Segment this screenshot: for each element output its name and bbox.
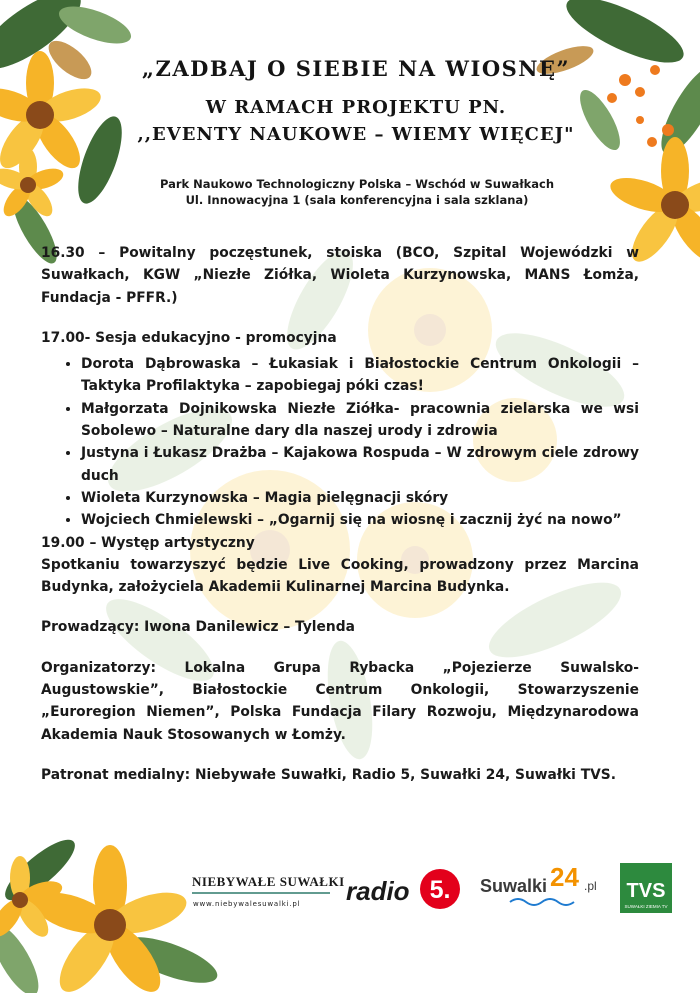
- organizers-line: Organizatorzy: Lokalna Grupa Rybacka „Pojezierze Suwalsko-Augustowskie”, Białostockie Centrum Onkologii, Stowarzyszenie „Euroregion Niemen”, Polska Fundacja Filary Rozwoju, Międzynarodowa Akademia Nauk Stosowanych w Łomży.: [41, 659, 639, 743]
- svg-text:TVS: TVS: [626, 880, 666, 902]
- title-line-3: ,,EVENTY NAUKOWE – WIEMY WIĘCEJ": [137, 124, 575, 145]
- suwalki-24-logo: [480, 862, 597, 905]
- sponsor-logos: [0, 858, 700, 928]
- host-line: Prowadzący: Iwona Danilewicz – Tylenda: [41, 619, 355, 636]
- event-title: [60, 56, 652, 145]
- artistic-item: 19.00 – Występ artystyczny: [41, 534, 255, 551]
- tvs-logo: [620, 863, 672, 913]
- title-line-1: „ZADBAJ O SIEBIE NA WIOSNĘ”: [141, 56, 571, 81]
- radio-5-logo: [346, 869, 460, 909]
- welcome-item: 16.30 – Powitalny poczęstunek, stoiska (BCO, Szpital Wojewódzki w Suwałkach, KGW „Niezłe Ziółka, Wioleta Kurzynowska, MANS Łomża, Fundacja - PFFR.): [41, 245, 639, 306]
- session-list: [41, 353, 639, 531]
- venue-info: [100, 176, 614, 208]
- svg-text:NIEBYWAŁE SUWAŁKI: NIEBYWAŁE SUWAŁKI: [192, 874, 345, 889]
- program: [41, 242, 639, 786]
- venue-address: Ul. Innowacyjna 1 (sala konferencyjna i sala szklana): [185, 193, 529, 207]
- session-heading: 17.00- Sesja edukacyjno - promocyjna: [41, 329, 337, 346]
- svg-text:SUWAŁKI ZIEMIA TV: SUWAŁKI ZIEMIA TV: [624, 904, 668, 909]
- session-item: • Justyna i Łukasz Drażba – Kajakowa Rospuda – W zdrowym ciele zdrowy duch: [81, 442, 639, 487]
- svg-text:Suwalki: Suwalki: [480, 876, 548, 896]
- title-line-2: W RAMACH PROJEKTU PN.: [205, 97, 507, 118]
- niebywale-suwalki-logo: [192, 874, 345, 908]
- media-patrons-line: Patronat medialny: Niebywałe Suwałki, Radio 5, Suwałki 24, Suwałki TVS.: [41, 766, 616, 783]
- venue-name: Park Naukowo Technologiczny Polska – Wschód w Suwałkach: [159, 177, 555, 191]
- svg-text:5.: 5.: [429, 876, 451, 904]
- svg-text:radio: radio: [346, 876, 410, 906]
- session-item: • Małgorzata Dojnikowska Niezłe Ziółka- pracownia zielarska we wsi Sobolewo – Naturalne dary dla naszej urody i zdrowia: [81, 398, 639, 443]
- session-item: • Wioleta Kurzynowska – Magia pielęgnacji skóry: [81, 487, 639, 509]
- svg-text:www.niebywalesuwalki.pl: www.niebywalesuwalki.pl: [193, 900, 301, 908]
- session-item: • Dorota Dąbrowaska – Łukasiak i Białostockie Centrum Onkologii – Taktyka Profilaktyka – zapobiegaj póki czas!: [81, 353, 639, 398]
- svg-text:.pl: .pl: [584, 879, 597, 893]
- svg-text:24: 24: [550, 862, 579, 892]
- cooking-note: Spotkaniu towarzyszyć będzie Live Cooking, prowadzony przez Marcina Budynka, założyciela Akademii Kulinarnej Marcina Budynka.: [41, 556, 639, 596]
- session-item: • Wojciech Chmielewski – „Ogarnij się na wiosnę i zacznij żyć na nowo”: [81, 509, 639, 531]
